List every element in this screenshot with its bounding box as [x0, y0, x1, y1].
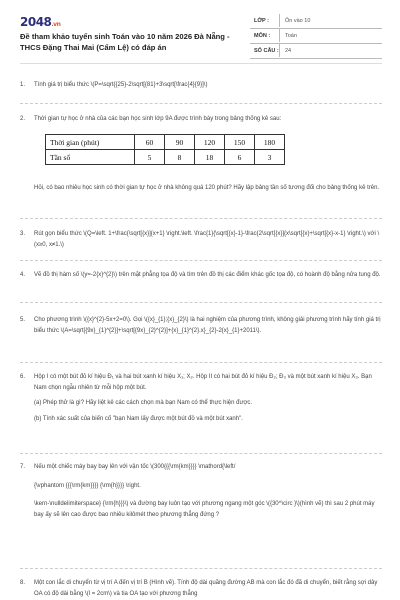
table-cell: 60	[135, 135, 165, 150]
question-4	[20, 270, 385, 281]
divider	[20, 453, 382, 454]
meta-table	[250, 14, 382, 59]
header-divider	[20, 63, 382, 64]
table-cell: 3	[255, 150, 285, 165]
question-text: Vẽ đồ thị hàm số \(y=-2{x}^{2}\) trên mặt phẳng tọa độ và tìm trên đồ thị các điểm khác gốc tọa độ, có hoành độ bằng nửa tung độ.	[34, 272, 381, 278]
question-text: Hỏi, có bao nhiêu học sinh có thời gian tự học ở nhà không quá 120 phút? Hãy lập bảng tần số tương đối cho bảng thống kê trên.	[34, 185, 380, 191]
question-number: 3.	[20, 231, 26, 237]
table-cell: 6	[225, 150, 255, 165]
question-text: Cho phương trình \({x}^{2}-5x+2=0\). Gọi \({x}_{1};{x}_{2}\) là hai nghiệm của phương trình, không giải phương trình hãy tính giá trị biểu thức \(A=\sqrt[{9x}_{1}^{2}]+\sqrt[{9x}_{2}^{2}]+{x}_{1}^{2}.x}_{2}-2{x}_{1}+2011\).	[34, 317, 381, 334]
question-number: 1.	[20, 82, 26, 88]
question-number: 6.	[20, 374, 26, 380]
question-text-line: Nếu một chiếc máy bay bay lên với vận tốc \(300{{{\rm{km}}}} \mathord{\left/	[34, 464, 236, 470]
question-text: Tính giá trị biểu thức \(P=\sqrt{{25}-2\sqrt[{81}+3\sqrt[\frac{4}{9}]\)	[34, 82, 208, 88]
table-cell: 180	[255, 135, 285, 150]
meta-value: Toán	[285, 33, 297, 39]
divider	[20, 302, 382, 303]
sub-question-a: (a) Phép thử là gì? Hãy liệt kê các cách chọn mà bạn Nam có thể thực hiện được.	[34, 400, 253, 406]
question-7	[20, 462, 385, 520]
table-cell: 90	[165, 135, 195, 150]
page-title: Đề tham khảo tuyển sinh Toán vào 10 năm 2026 Đà Nẵng - THCS Đặng Thai Mai (Cẩm Lệ) có đáp án	[20, 32, 230, 52]
question-text: Hộp I có một bút đỏ kí hiệu Đ₁ và hai bút xanh kí hiệu X₁; X₂. Hộp II có hai bút đỏ kí hiệu Đ₂; Đ₃ và một bút xanh kí hiệu X₃. Bạn Nam chọn ngẫu nhiên từ mỗi hộp một bút.	[34, 374, 372, 391]
table-cell: 5	[135, 150, 165, 165]
question-number: 2.	[20, 116, 26, 122]
meta-row-count	[250, 44, 382, 59]
table-cell: 8	[165, 150, 195, 165]
table-row	[46, 150, 285, 165]
meta-label: MÔN :	[254, 33, 271, 39]
question-number: 7.	[20, 464, 26, 470]
question-text: Thời gian tự học ở nhà của các bạn học sinh lớp 9A được trình bày trong bảng thống kê sau:	[34, 116, 282, 122]
logo-text: 2048	[20, 15, 52, 29]
question-number: 4.	[20, 272, 26, 278]
document-header	[0, 0, 400, 60]
table-header-cell: Tần số	[46, 150, 135, 165]
meta-value: Ôn vào 10	[285, 18, 311, 24]
meta-label: LỚP :	[254, 18, 269, 24]
divider	[20, 362, 382, 363]
question-number: 5.	[20, 317, 26, 323]
question-text: Rút gọn biểu thức \(Q=\left. 1+\frac{\sqrt[{x}]{x+1} \right.\left. \frac{1}{\sqrt[{x}-1}-\frac{2\sqrt[{x}]{x\sqrt[{x}+\sqrt[{x}-x-1} \right.\) với \(x≥0, x≠1.\)	[34, 231, 380, 248]
question-text-line: {\vphantom {{{\rm{km}}}} {\rm{h}}}} \right.	[34, 482, 141, 489]
site-logo[interactable]	[20, 15, 60, 29]
frequency-table	[45, 134, 285, 165]
question-2-followup	[20, 183, 385, 194]
table-cell: 120	[195, 135, 225, 150]
sub-question-b: (b) Tính xác suất của biến cố "bạn Nam lấy được một bút đỏ và một bút xanh".	[34, 415, 243, 422]
table-cell: 150	[225, 135, 255, 150]
table-cell: 18	[195, 150, 225, 165]
question-3	[20, 229, 385, 250]
question-1	[20, 80, 385, 91]
meta-row-subject	[250, 29, 382, 44]
table-header-cell: Thời gian (phút)	[46, 135, 135, 150]
meta-row-class	[250, 14, 382, 29]
divider	[20, 260, 382, 261]
divider	[20, 218, 382, 219]
question-2	[20, 114, 385, 125]
question-text-line: \kern-\nulldelimiterspace} {\rm{h}}}\) và đường bay luôn tạo với phương ngang một góc \({30^\circ }\)(hình vẽ) thì sau 2 phút máy bay ấy sẽ lên cao được bao nhiêu kilômét theo phương thẳng đứng ?	[34, 501, 375, 518]
divider	[20, 568, 382, 569]
question-8	[20, 578, 385, 599]
question-6	[20, 372, 385, 424]
meta-value: 24	[285, 48, 292, 54]
question-5	[20, 315, 385, 336]
table-row	[46, 135, 285, 150]
question-number: 8.	[20, 580, 26, 586]
divider	[20, 103, 382, 104]
meta-label: SỐ CÂU :	[254, 48, 279, 54]
question-text: Một con lắc di chuyển từ vị trí A đến vị trí B (Hình vẽ). Tính độ dài quãng đường AB mà con lắc đó đã di chuyển, biết rằng sợi dây OA có độ dài bằng \(l = 2cm\) và tia OA tạo với phương thẳng	[34, 580, 378, 597]
logo-suffix: .vn	[51, 21, 61, 28]
